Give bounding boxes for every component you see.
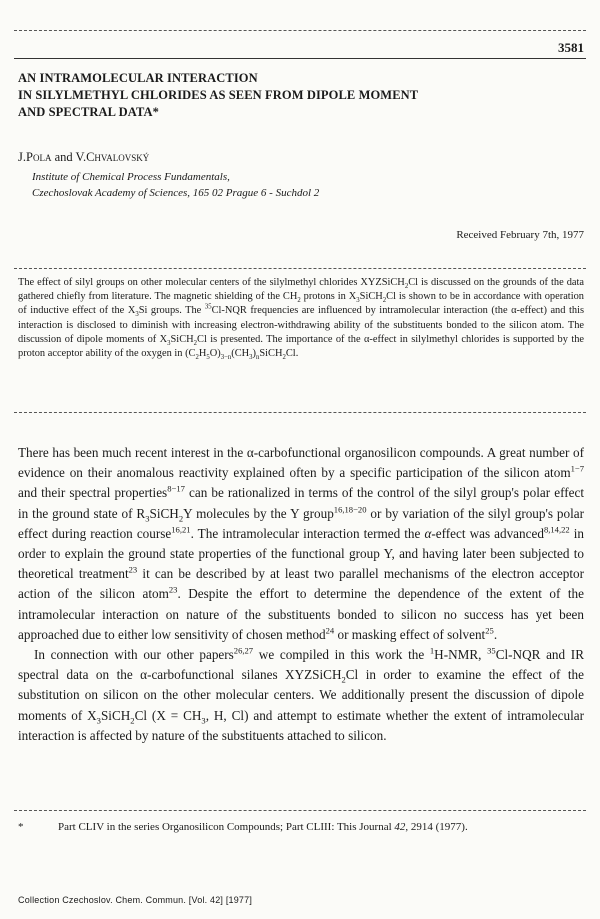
main-text [18, 443, 584, 746]
journal-citation: Collection Czechoslov. Chem. Commun. [Vol. 42] [1977] [18, 895, 253, 905]
received-date: Received February 7th, 1977 [456, 229, 584, 241]
title-line-1: AN INTRAMOLECULAR INTERACTION [18, 71, 258, 85]
title-line-2: IN SILYLMETHYL CHLORIDES AS SEEN FROM DIPOLE MOMENT [18, 88, 419, 102]
title-line-3: AND SPECTRAL DATA* [18, 105, 159, 119]
footnote: * Part CLIV in the series Organosilicon Compounds; Part CLIII: This Journal 42, 2914 (1977). [18, 821, 468, 833]
abstract-top-rule [14, 268, 586, 269]
abstract: The effect of silyl groups on other molecular centers of the silylmethyl chlorides XYZSiCH$_2$Cl is discussed on the grounds of the data gathered chiefly from literature. The magnetic shielding of the $CH_2$ protons in $X_3SiCH_2Cl$ is shown to be in accordance with operation of inductive effect of the $X_3Si$ groups. The $^{35}$Cl-NQR frequencies are influenced by intramolecular interaction (the α-effect) and this interaction is disclosed to diminish with increasing electron-withdrawing ability of the substituents bonded to the silicon atom. The discussion of dipole moments of $X_3SiCH_2Cl$ is presented. The importance of the α-effect in silylmethyl chlorides is supported by the proton acceptor ability of the oxygen in $(C_2H_5O)_{3-n}(CH_3)_nSiCH_2Cl$. [18, 277, 585, 362]
article-title [18, 70, 578, 121]
top-rule [14, 30, 586, 31]
affiliation-line-1: Institute of Chemical Process Fundamentals, [32, 171, 230, 183]
header-rule [14, 58, 586, 59]
paragraph-1: There has been much recent interest in the α-carbofunctional organosilicon compounds. A great number of evidence on their anomalous reactivity explained often by a specific participation of the silicon atom$^{1-7}$ and their spectral properties$^{8-17}$ can be rationalized in terms of the control of the silyl group's polar effect in the ground state of $R_3SiCH_2Y$ molecules by the Y group$^{16,18-20}$ or by variation of the silyl group's polar effect during reaction course$^{16,21}$. The intramolecular interaction termed the α-effect was advanced$^{8,14,22}$ in order to explain the ground state properties of the functional group Y, and having later been subjected to theoretical treatment$^{23}$ it can be described by at least two parallel mechanisms of the electron acceptor action of the silicon atom$^{23}$. Despite the effort to determine the dependence of the extent of the intramolecular interaction on nature of the substituents bonded to silicon no success has yet been approached due to either low sensitivity of chosen method$^{24}$ or masking effect of solvent$^{25}$. [18, 445, 585, 642]
affiliation [32, 169, 319, 201]
footnote-mark: * [18, 821, 24, 833]
page-number: 3581 [558, 40, 584, 55]
abstract-bottom-rule [14, 412, 586, 413]
paragraph-2: In connection with our other papers$^{26,27}$ we compiled in this work the $^1$H-NMR, $^{35}$Cl-NQR and IR spectral data on the α-carbofunctional silanes XYZSiCH$_2$Cl in order to examine the effect of the substitution on silicon on the other molecular centers. We additionally present the discussion of dipole moments of $X_3SiCH_2Cl$ ($X = CH_3$, H, Cl) and attempt to estimate whether the extent of intramolecular interaction is affected by nature of the substituents attached to silicon. [18, 645, 584, 743]
author-list: J.Pola and V.Chvalovský [18, 150, 150, 164]
affiliation-line-2: Czechoslovak Academy of Sciences, 165 02 Prague 6 - Suchdol 2 [32, 187, 320, 199]
footnote-rule [14, 810, 586, 811]
